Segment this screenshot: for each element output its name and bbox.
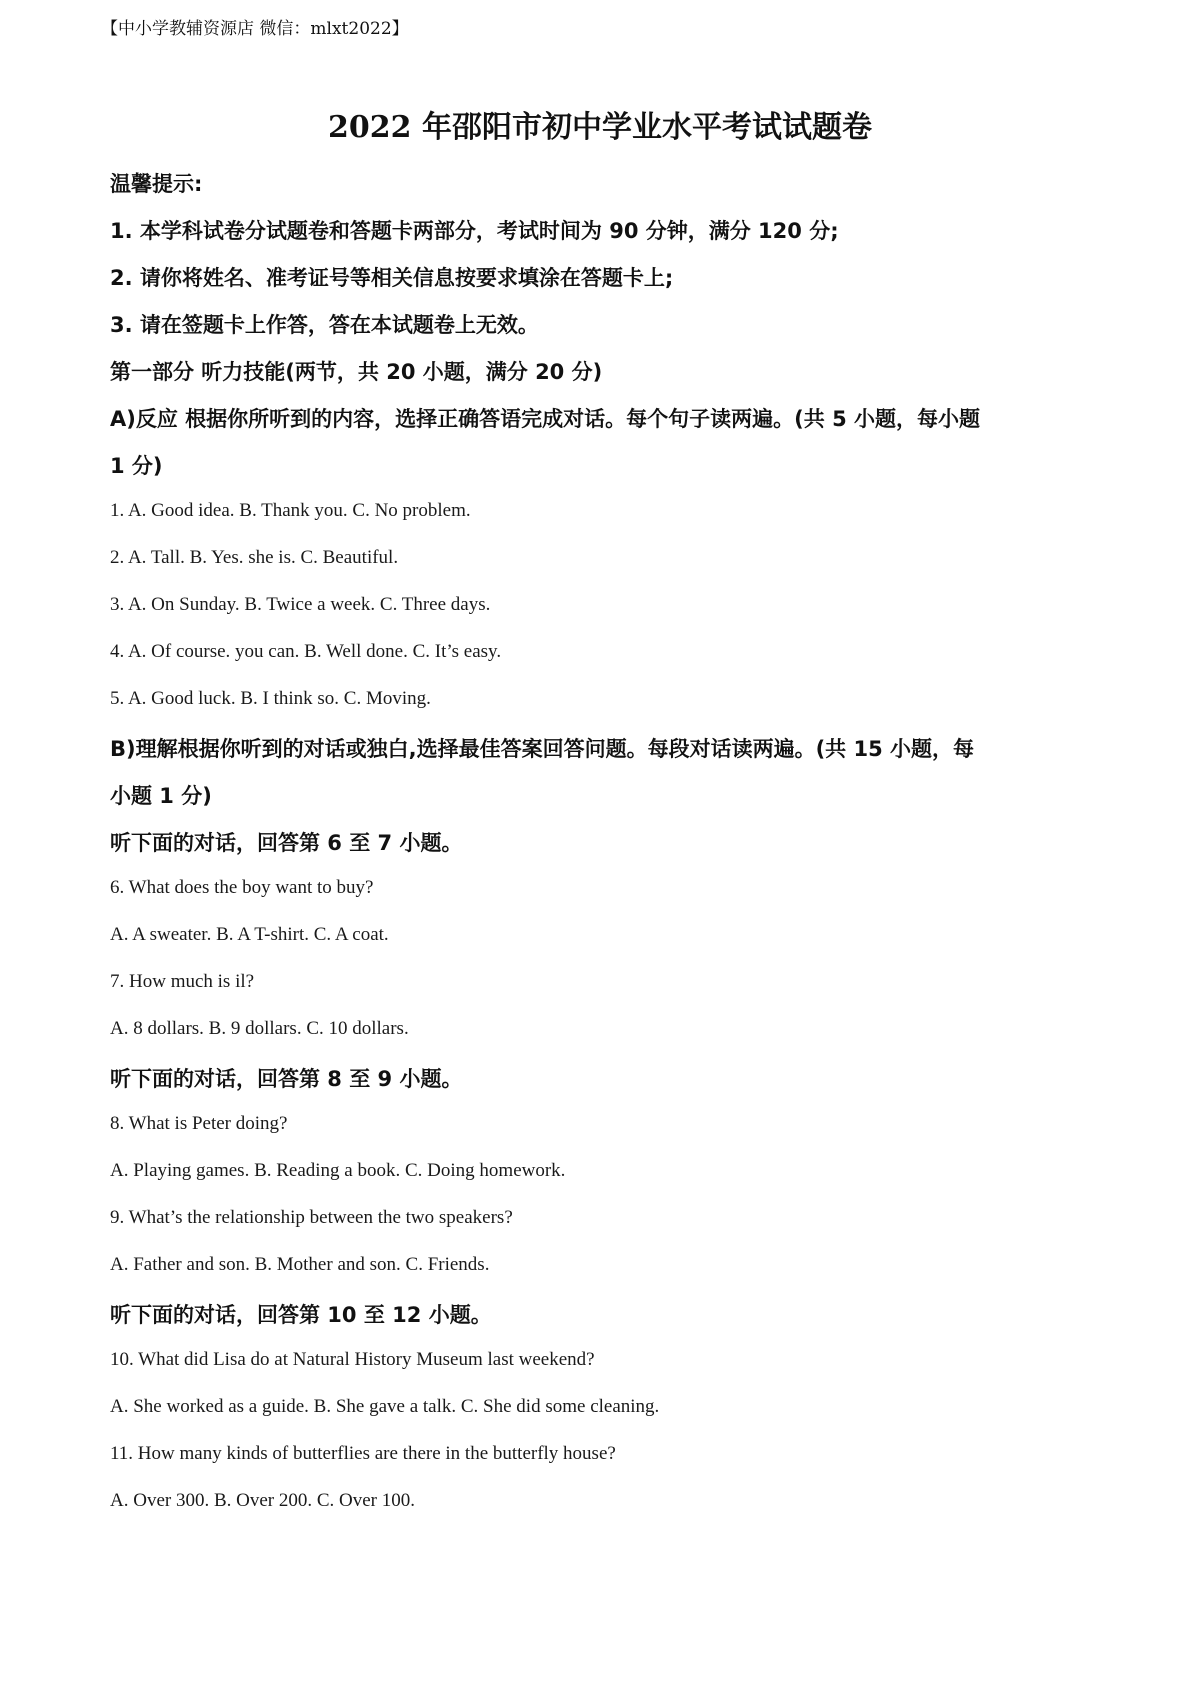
sectionA-instruction-line2: 1 分) [110,454,163,478]
question-11-options: A. Over 300. B. Over 200. C. Over 100. [110,1490,416,1511]
question-4: 4. A. Of course. you can. B. Well done. C. It’s easy. [110,641,502,662]
question-6: 6. What does the boy want to buy? [110,877,374,898]
sectionB-instruction-line1: B)理解根据你听到的对话或独白,选择最佳答案回答问题。每段对话读两遍。(共 15 小题，每 [110,737,975,761]
question-7-options: A. 8 dollars. B. 9 dollars. C. 10 dollars. [110,1018,409,1039]
question-9: 9. What’s the relationship between the two speakers? [110,1207,513,1228]
group1-instruction: 听下面的对话，回答第 6 至 7 小题。 [110,831,463,855]
tip-1: 1. 本学科试卷分试题卷和答题卡两部分，考试时间为 90 分钟，满分 120 分; [110,219,839,243]
tip-3: 3. 请在签题卡上作答，答在本试题卷上无效。 [110,313,539,337]
question-10-options: A. She worked as a guide. B. She gave a talk. C. She did some cleaning. [110,1396,660,1417]
tip-2: 2. 请你将姓名、准考证号等相关信息按要求填涂在答题卡上; [110,266,674,290]
header-note: 【中小学教辅资源店 微信：mlxt2022】 [101,19,409,39]
question-11: 11. How many kinds of butterflies are there in the butterfly house? [110,1443,616,1464]
sectionB-instruction-line2: 小题 1 分) [110,784,212,808]
part1-heading: 第一部分 听力技能(两节，共 20 小题，满分 20 分) [110,360,603,384]
question-7: 7. How much is il? [110,971,255,992]
question-8: 8. What is Peter doing? [110,1113,288,1134]
question-2: 2. A. Tall. B. Yes. she is. C. Beautiful. [110,547,399,568]
question-6-options: A. A sweater. B. A T-shirt. C. A coat. [110,924,389,945]
question-10: 10. What did Lisa do at Natural History Museum last weekend? [110,1349,595,1370]
tips-heading: 温馨提示: [110,172,203,196]
question-5: 5. A. Good luck. B. I think so. C. Moving. [110,688,431,709]
group3-instruction: 听下面的对话，回答第 10 至 12 小题。 [110,1303,492,1327]
question-1: 1. A. Good idea. B. Thank you. C. No problem. [110,500,471,521]
question-3: 3. A. On Sunday. B. Twice a week. C. Three days. [110,594,491,615]
group2-instruction: 听下面的对话，回答第 8 至 9 小题。 [110,1067,463,1091]
question-8-options: A. Playing games. B. Reading a book. C. Doing homework. [110,1160,566,1181]
sectionA-instruction-line1: A)反应 根据你所听到的内容，选择正确答语完成对话。每个句子读两遍。(共 5 小题，每小题 [110,407,980,431]
exam-title: 2022 年邵阳市初中学业水平考试试题卷 [328,110,872,145]
question-9-options: A. Father and son. B. Mother and son. C. Friends. [110,1254,490,1275]
